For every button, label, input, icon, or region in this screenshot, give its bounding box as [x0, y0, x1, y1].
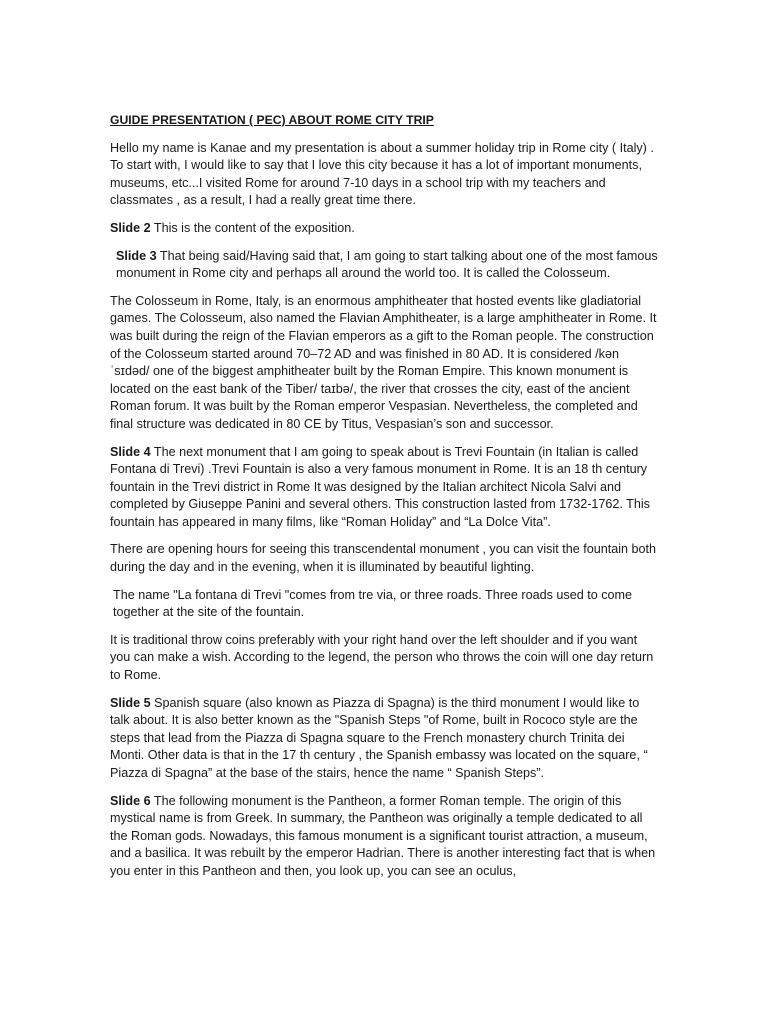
slide-6-text: The following monument is the Pantheon, a former Roman temple. The origin of this mystical name is from Greek. In summary, the Pantheon was originally a temple dedicated to all the Roman gods. Nowadays, this famous monument is a significant tourist attraction, a museum, and a basilica. It was rebuilt by the emperor Hadrian. There is another interesting fact that is when you enter in this Pantheon and then, you look up, you can see an oculus,: [110, 793, 656, 878]
document-page: [110, 112, 658, 891]
slide-5-text: Spanish square (also known as Piazza di Spagna) is the third monument I would like to talk about. It is also better known as the "Spanish Steps "of Rome, built in Rococo style are the steps that lead from the Piazza di Spagna square to the French monastery church Trinita dei Monti. Other data is that in the 17 th century , the Spanish embassy was located on the square, “ Piazza di Spagna” at the base of the stairs, hence the name “ Spanish Steps”.: [110, 695, 648, 780]
slide-6-label: Slide 6: [110, 793, 151, 808]
opening-hours-paragraph: There are opening hours for seeing this transcendental monument , you can visit the fountain both during the day and in the evening, when it is illuminated by beautiful lighting.: [110, 542, 657, 575]
intro-paragraph: Hello my name is Kanae and my presentation is about a summer holiday trip in Rome city ( Italy) . To start with, I would like to say that I love this city because it has a lot of important monuments, museums, etc...I visited Rome for around 7-10 days in a school trip with my teachers and classmates , as a result, I had a really great time there.: [110, 140, 654, 208]
slide-5-paragraph: [110, 695, 658, 783]
fountain-name-paragraph: The name "La fontana di Trevi "comes from tre via, or three roads. Three roads used to come together at the site of the fountain.: [113, 587, 633, 620]
document-title: GUIDE PRESENTATION ( PEC) ABOUT ROME CITY TRIP: [110, 113, 434, 127]
slide-3-text: That being said/Having said that, I am going to start talking about one of the most famous monument in Rome city and perhaps all around the world too. It is called the Colosseum.: [116, 248, 658, 281]
slide-4-label: Slide 4: [110, 444, 151, 459]
slide-2-label: Slide 2: [110, 220, 151, 235]
slide-2-text: This is the content of the exposition.: [150, 220, 355, 235]
slide-3-label: Slide 3: [116, 248, 157, 263]
coins-paragraph: It is traditional throw coins preferably with your right hand over the left shoulder and if you want you can make a wish. According to the legend, the person who throws the coin will one day return to Rome.: [110, 632, 654, 683]
slide-3-paragraph: [110, 248, 658, 283]
slide-4-paragraph: [110, 444, 658, 532]
slide-5-label: Slide 5: [110, 695, 151, 710]
slide-4-text: The next monument that I am going to speak about is Trevi Fountain (in Italian is called Fontana di Trevi) .Trevi Fountain is also a very famous monument in Rome. It is an 18 th century fountain in the Trevi district in Rome It was designed by the Italian architect Nicola Salvi and completed by Giuseppe Panini and several others. This construction lasted from 1732-1762. This fountain has appeared in many films, like “Roman Holiday” and “La Dolce Vita”.: [110, 444, 650, 529]
slide-6-paragraph: [110, 793, 658, 881]
colosseum-paragraph: The Colosseum in Rome, Italy, is an enormous amphitheater that hosted events like gladiatorial games. The Colosseum, also named the Flavian Amphitheater, is a large amphitheater in Rome. It was built during the reign of the Flavian emperors as a gift to the Roman people. The construction of the Colosseum started around 70–72 AD and was finished in 80 AD. It is considered /kənˈsɪdəd/ one of the biggest amphitheater built by the Roman Empire. This known monument is located on the east bank of the Tiber/ taɪbə/, the river that crosses the city, east of the ancient Roman forum. It was built by the Roman emperor Vespasian. Nevertheless, the completed and final structure was dedicated in 80 CE by Titus, Vespasian’s son and successor.: [110, 293, 657, 431]
slide-2-paragraph: [110, 220, 658, 238]
